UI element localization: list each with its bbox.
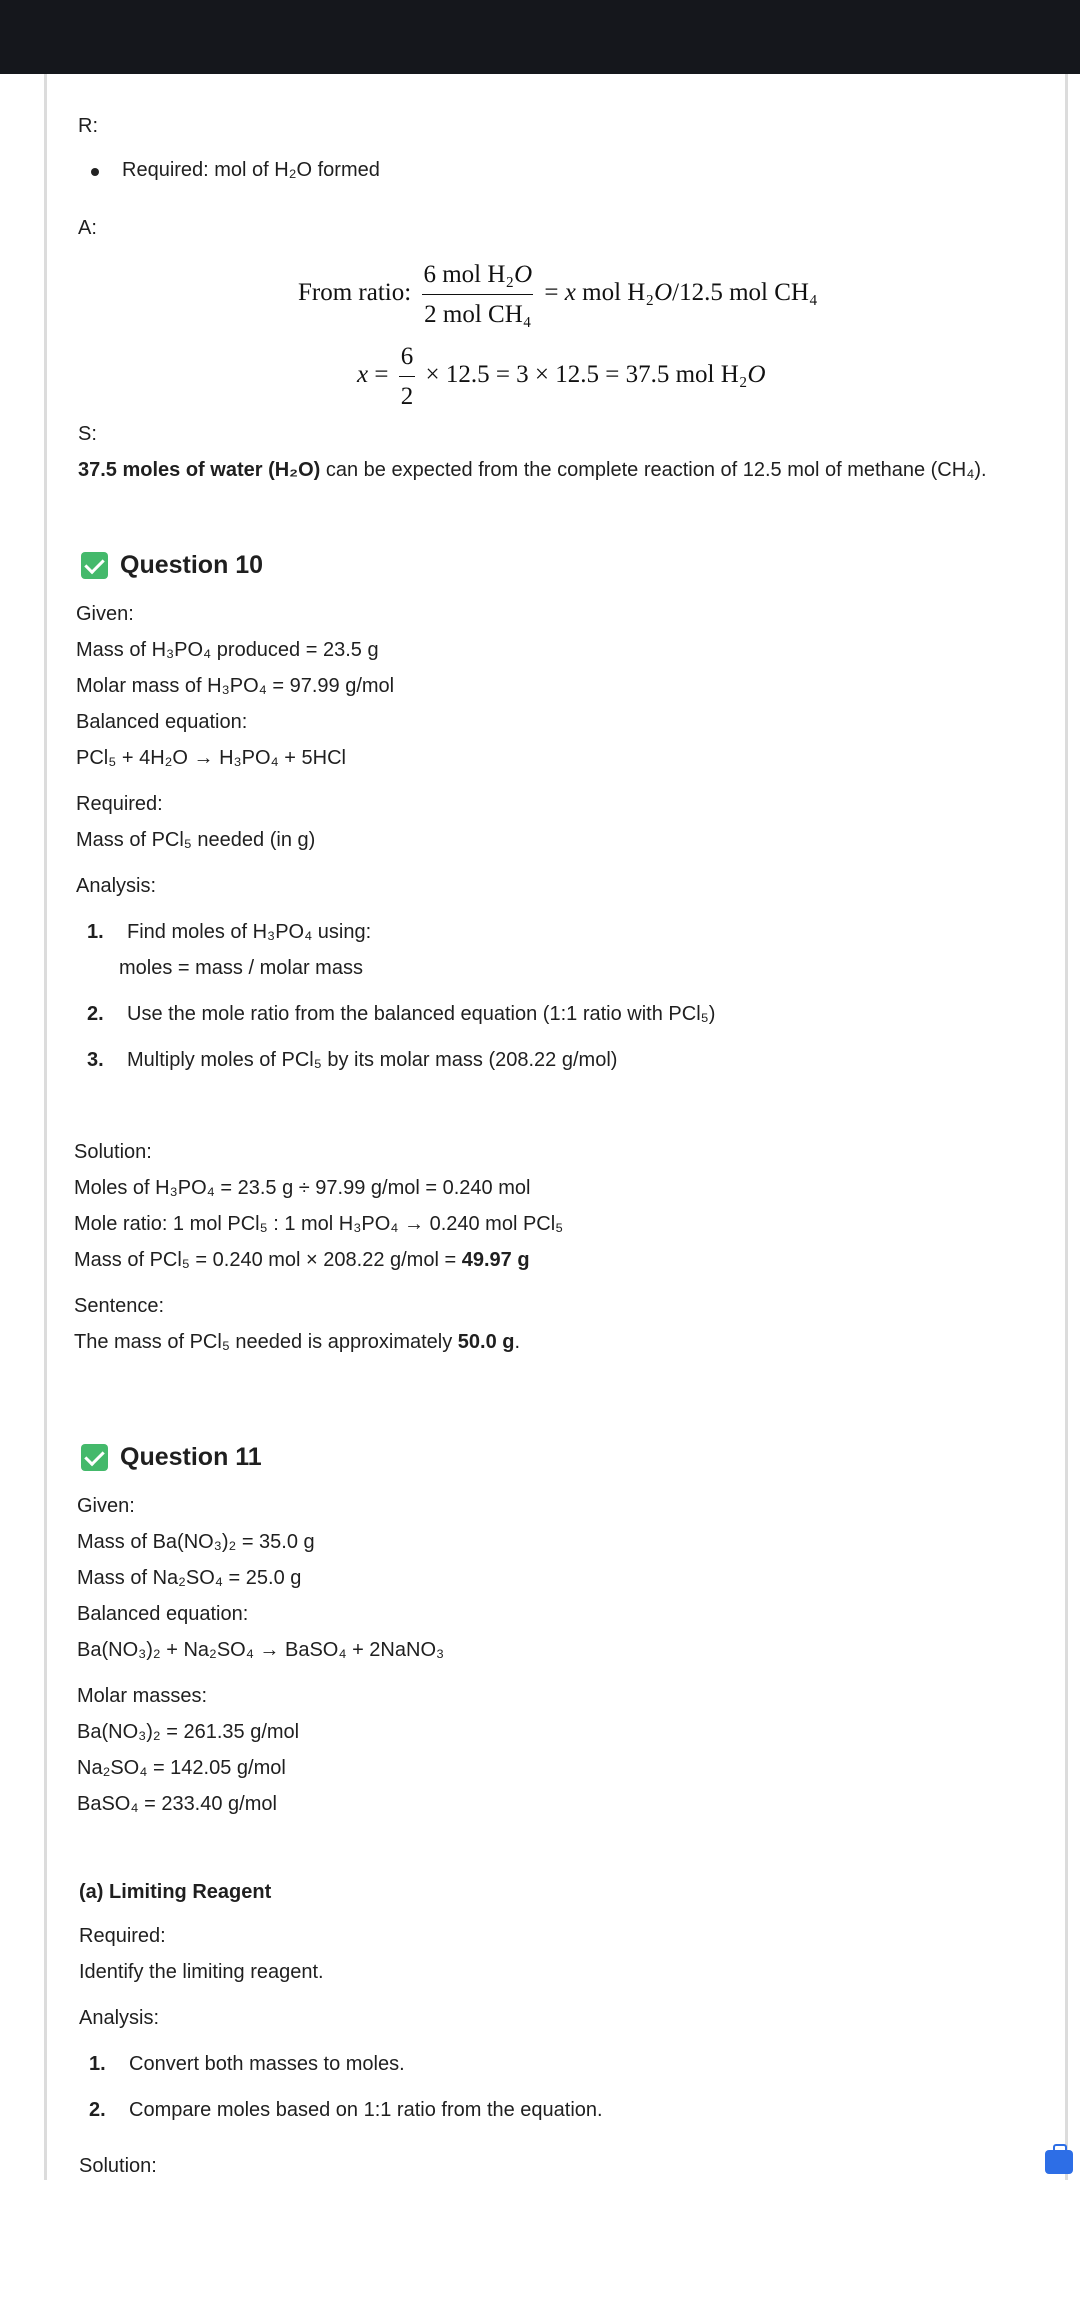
check-icon xyxy=(81,1444,108,1471)
molar-mass-line: Na₂SO₄ = 142.05 g/mol xyxy=(77,1757,286,1779)
given-line: PCl₅ + 4H₂O → H₃PO₄ + 5HCl xyxy=(76,747,346,769)
final-answer: 37.5 moles of water (H₂O) can be expected from the complete reaction of 12.5 mol of methane (CH₄). xyxy=(78,459,987,481)
molar-masses-label: Molar masses: xyxy=(77,1685,208,1707)
analysis-label: Analysis: xyxy=(76,875,157,897)
top-status-bar xyxy=(0,0,1080,74)
ratio-fraction: $\frac{\text{6 mol H₂O}}{\text{2 mol CH₄}}$ xyxy=(421,257,534,332)
briefcase-icon[interactable] xyxy=(1045,2150,1073,2174)
answer-content xyxy=(44,74,1068,2180)
solve-equation: x = $\frac{6}{2}$ × 12.5 = 3 × 12.5 = 37.5 mol H₂O xyxy=(357,339,766,414)
bullet xyxy=(91,168,99,176)
six-over-two-fraction: $\frac{6}{2}$ xyxy=(399,339,416,414)
solution-label: Solution: xyxy=(74,1141,152,1163)
solution-line: Mass of PCl₅ = 0.240 mol × 208.22 g/mol = 49.97 g xyxy=(74,1249,530,1271)
question-11-heading: Question 11 xyxy=(81,1440,262,1475)
solution-label: Solution: xyxy=(79,2155,157,2177)
check-icon xyxy=(81,552,108,579)
analysis-step: 3. Multiply moles of PCl₅ by its molar mass (208.22 g/mol) xyxy=(87,1049,618,1071)
molar-mass-line: Ba(NO₃)₂ = 261.35 g/mol xyxy=(77,1721,300,1743)
part-a-heading: (a) Limiting Reagent xyxy=(79,1881,272,1903)
analysis-step: 2. Use the mole ratio from the balanced equation (1:1 ratio with PCl₅) xyxy=(87,1003,716,1025)
analysis-step: 2. Compare moles based on 1:1 ratio from the equation. xyxy=(89,2099,603,2121)
analysis-substep: moles = mass / molar mass xyxy=(119,957,363,979)
analysis-step: 1. Convert both masses to moles. xyxy=(89,2053,405,2075)
analysis-label: Analysis: xyxy=(79,2007,160,2029)
sentence-label: Sentence: xyxy=(74,1295,165,1317)
given-line: Balanced equation: xyxy=(76,711,248,733)
molar-mass-line: BaSO₄ = 233.40 g/mol xyxy=(77,1793,277,1815)
given-line: Ba(NO₃)₂ + Na₂SO₄ → BaSO₄ + 2NaNO₃ xyxy=(77,1639,445,1661)
required-text: Identify the limiting reagent. xyxy=(79,1961,324,1983)
given-label: Given: xyxy=(76,603,134,625)
analysis-step: 1. Find moles of H₃PO₄ using: xyxy=(87,921,372,943)
question-10-heading: Question 10 xyxy=(81,548,263,583)
required-text: Required: mol of H₂O formed xyxy=(122,159,380,181)
s-label: S: xyxy=(78,423,97,445)
solution-line: Mole ratio: 1 mol PCl₅ : 1 mol H₃PO₄ → 0.240 mol PCl₅ xyxy=(74,1213,564,1235)
given-line: Mass of Na₂SO₄ = 25.0 g xyxy=(77,1567,302,1589)
a-label: A: xyxy=(78,217,97,239)
sentence-text: The mass of PCl₅ needed is approximately 50.0 g. xyxy=(74,1331,521,1353)
given-line: Mass of Ba(NO₃)₂ = 35.0 g xyxy=(77,1531,315,1553)
equation-prefix: From ratio: xyxy=(298,279,418,307)
required-label: Required: xyxy=(76,793,163,815)
required-label: Required: xyxy=(79,1925,166,1947)
solution-line: Moles of H₃PO₄ = 23.5 g ÷ 97.99 g/mol = 0.240 mol xyxy=(74,1177,531,1199)
r-label: R: xyxy=(78,115,98,137)
ratio-equation: From ratio: $\frac{\text{6 mol H₂O}}{\text{2 mol CH₄}}$ = x mol H₂O/12.5 mol CH₄ xyxy=(298,257,818,332)
given-label: Given: xyxy=(77,1495,135,1517)
given-line: Mass of H₃PO₄ produced = 23.5 g xyxy=(76,639,379,661)
given-line: Balanced equation: xyxy=(77,1603,249,1625)
required-text: Mass of PCl₅ needed (in g) xyxy=(76,829,316,851)
given-line: Molar mass of H₃PO₄ = 97.99 g/mol xyxy=(76,675,395,697)
